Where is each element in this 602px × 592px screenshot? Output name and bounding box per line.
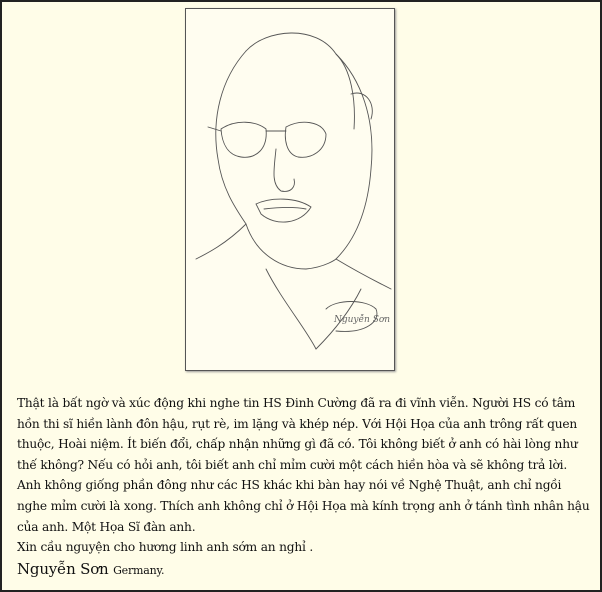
author-location: Germany.: [113, 563, 165, 577]
article-text: [17, 393, 592, 582]
author-name: Nguyễn Sơn: [17, 559, 109, 578]
prayer-line: Xin cầu nguyện cho hương linh anh sớm an nghỉ .: [17, 540, 314, 555]
signature: [17, 558, 592, 582]
portrait-sketch: [185, 8, 395, 371]
svg-text:Nguyễn Sơn: Nguyễn Sơn: [334, 315, 391, 325]
tribute-paragraph: Thật là bất ngờ và xúc động khi nghe tin HS Đinh Cường đã ra đi vĩnh viễn. Người HS có tâm hồn thi sĩ hiền lành đôn hậu, rụt rè, im lặng và khép nép. Với Hội Họa của anh trông rất quen thuộc, Hoài niệm. Ít biến đổi, chấp nhận những gì đã có. Tôi không biết ở anh có hài lòng như thế không? Nếu có hỏi anh, tôi biết anh chỉ mỉm cười một cách hiền hòa và sẽ không trả lời. Anh không giống phần đông như các HS khác khi bàn hay nói về Nghệ Thuật, anh chỉ ngồi nghe mỉm cười là xong. Thích anh không chỉ ở Hội Họa mà kính trọng anh ở tánh tình nhân hậu của anh. Một Họa Sĩ đàn anh.: [17, 396, 590, 534]
